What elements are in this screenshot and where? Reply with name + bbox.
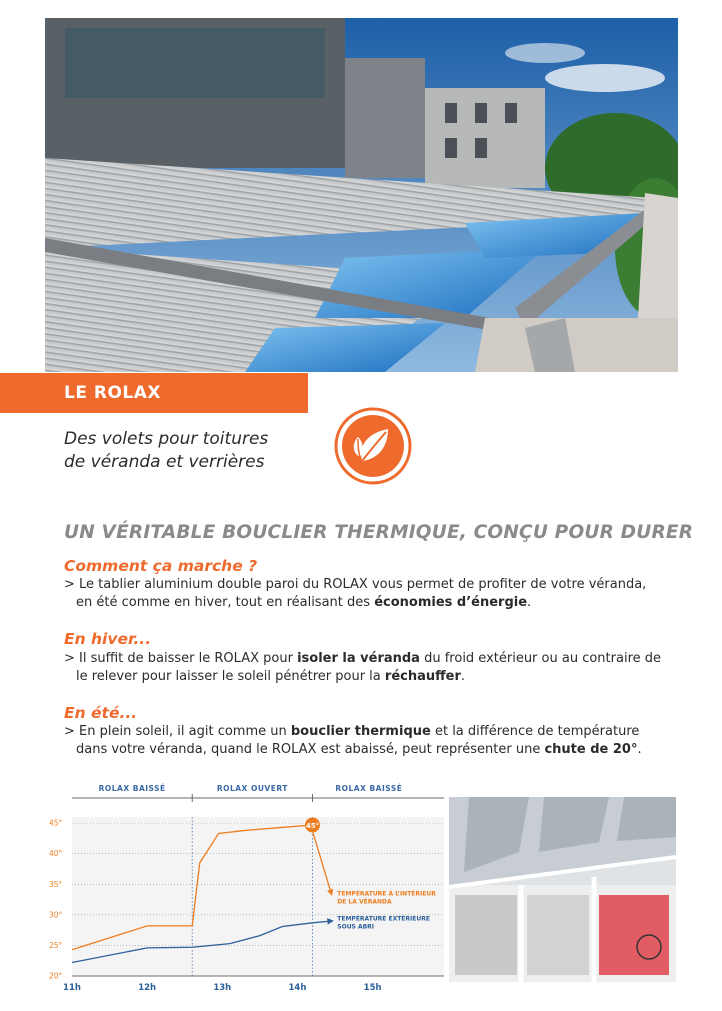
banner-label: LE ROLAX bbox=[64, 383, 162, 403]
section-title-winter: En hiver... bbox=[64, 630, 152, 648]
x-tick-label: 15h bbox=[363, 983, 382, 993]
paragraph-winter bbox=[64, 650, 676, 686]
phase-label: ROLAX BAISSÉ bbox=[335, 784, 403, 793]
series-label-exterior-line-2: SOUS ABRI bbox=[337, 923, 375, 931]
paragraph-how-line-2: en été comme en hiver, tout en réalisant des économies d’énergie. bbox=[76, 595, 532, 610]
section-banner bbox=[0, 373, 308, 413]
peak-label: 45° bbox=[305, 821, 320, 830]
leaf-icon bbox=[334, 407, 412, 485]
hero-photo bbox=[45, 18, 678, 372]
subtitle-line-1: Des volets pour toitures bbox=[64, 429, 269, 449]
subtitle bbox=[64, 428, 324, 474]
temperature-chart bbox=[44, 780, 446, 995]
phase-label: ROLAX OUVERT bbox=[216, 784, 288, 793]
y-tick-label: 35° bbox=[49, 879, 63, 889]
y-tick-label: 40° bbox=[49, 849, 63, 859]
x-tick-label: 12h bbox=[138, 983, 157, 993]
section-title-how: Comment ça marche ? bbox=[64, 557, 258, 575]
x-tick-label: 11h bbox=[63, 983, 81, 993]
series-label-interior-line-2: DE LA VÉRANDA bbox=[337, 898, 392, 906]
y-tick-label: 25° bbox=[49, 940, 63, 950]
x-tick-label: 13h bbox=[213, 983, 232, 993]
paragraph-summer bbox=[64, 723, 676, 759]
section-title-summer: En été... bbox=[64, 704, 138, 722]
y-tick-label: 20° bbox=[49, 971, 63, 981]
x-tick-label: 14h bbox=[288, 983, 307, 993]
paragraph-winter-line-2: le relever pour laisser le soleil pénétrer pour la réchauffer. bbox=[76, 669, 466, 684]
veranda-interior-photo bbox=[449, 797, 676, 982]
y-tick-label: 45° bbox=[49, 818, 63, 828]
subtitle-line-2: de véranda et verrières bbox=[64, 452, 265, 472]
main-heading: UN VÉRITABLE BOUCLIER THERMIQUE, CONÇU POUR DURER bbox=[64, 522, 694, 543]
series-label-exterior-line-1: TEMPÉRATURE EXTÉRIEURE bbox=[337, 915, 430, 923]
series-label-interior-line-1: TEMPÉRATURE À L’INTÉRIEUR bbox=[337, 890, 436, 898]
paragraph-how-line-1: > Le tablier aluminium double paroi du ROLAX vous permet de profiter de votre véranda, bbox=[64, 577, 647, 592]
paragraph-how bbox=[64, 576, 676, 612]
y-tick-label: 30° bbox=[49, 910, 63, 920]
phase-label: ROLAX BAISSÉ bbox=[98, 784, 166, 793]
paragraph-summer-line-1: > En plein soleil, il agit comme un bouclier thermique et la différence de température bbox=[64, 724, 640, 739]
paragraph-winter-line-1: > Il suffit de baisser le ROLAX pour isoler la véranda du froid extérieur ou au contraire de bbox=[64, 651, 662, 666]
paragraph-summer-line-2: dans votre véranda, quand le ROLAX est abaissé, peut représenter une chute de 20°. bbox=[76, 742, 642, 757]
